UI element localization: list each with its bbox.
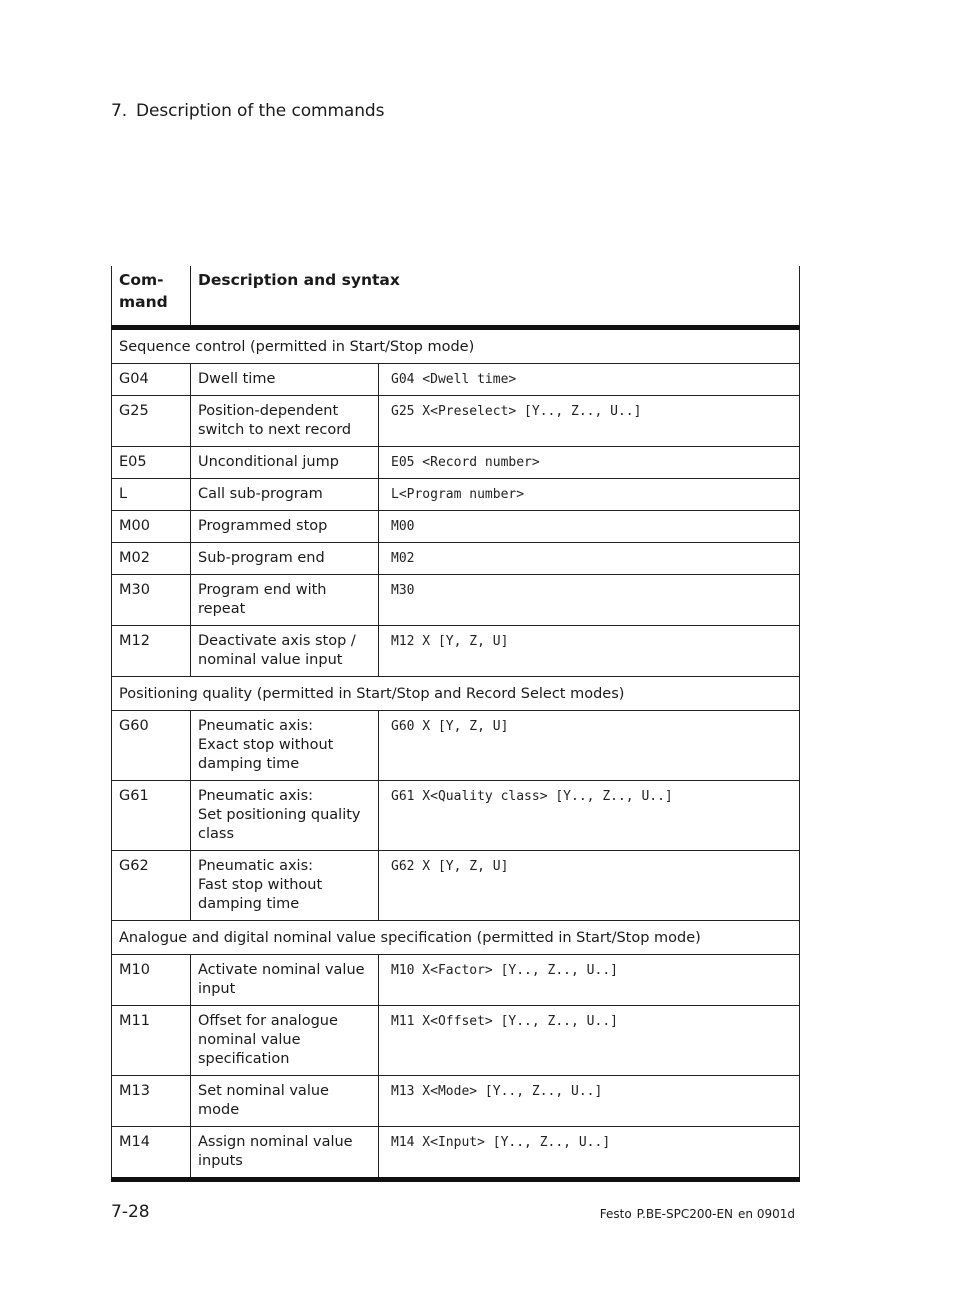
command-syntax: G60 X [Y, Z, U] [379, 711, 800, 781]
command-syntax: L<Program number> [379, 479, 800, 511]
chapter-heading [111, 101, 384, 121]
table-row [112, 396, 800, 447]
command-code: M30 [112, 575, 191, 626]
section-row [112, 328, 800, 364]
command-syntax: G04 <Dwell time> [379, 364, 800, 396]
command-code: G04 [112, 364, 191, 396]
command-syntax: M30 [379, 575, 800, 626]
section-row [112, 677, 800, 711]
footer-doc-id: P.BE-SPC200-EN [636, 1207, 734, 1221]
command-description: Offset for analogue nominal value specification [191, 1006, 379, 1076]
command-code: G60 [112, 711, 191, 781]
command-syntax: M13 X<Mode> [Y.., Z.., U..] [379, 1076, 800, 1127]
command-description: Pneumatic axis: Exact stop without damping time [191, 711, 379, 781]
command-description: Program end with repeat [191, 575, 379, 626]
command-code: M10 [112, 955, 191, 1006]
command-code: E05 [112, 447, 191, 479]
table-row [112, 1076, 800, 1127]
chapter-title: Description of the commands [136, 101, 385, 121]
command-description: Dwell time [191, 364, 379, 396]
command-description: Set nominal value mode [191, 1076, 379, 1127]
table-row [112, 364, 800, 396]
command-description: Unconditional jump [191, 447, 379, 479]
table-body [112, 328, 800, 1180]
command-code: G61 [112, 781, 191, 851]
command-syntax: M11 X<Offset> [Y.., Z.., U..] [379, 1006, 800, 1076]
command-syntax: M14 X<Input> [Y.., Z.., U..] [379, 1127, 800, 1180]
table-row [112, 575, 800, 626]
command-description: Pneumatic axis: Set positioning quality class [191, 781, 379, 851]
command-code: M14 [112, 1127, 191, 1180]
table-row [112, 626, 800, 677]
command-description: Position-dependent switch to next record [191, 396, 379, 447]
command-code: M12 [112, 626, 191, 677]
command-description: Assign nominal value inputs [191, 1127, 379, 1180]
table-row [112, 447, 800, 479]
command-code: G25 [112, 396, 191, 447]
table-row [112, 781, 800, 851]
command-syntax: M00 [379, 511, 800, 543]
command-syntax: M12 X [Y, Z, U] [379, 626, 800, 677]
table-row [112, 711, 800, 781]
command-code: G62 [112, 851, 191, 921]
command-syntax: M02 [379, 543, 800, 575]
command-code: M02 [112, 543, 191, 575]
command-syntax: G25 X<Preselect> [Y.., Z.., U..] [379, 396, 800, 447]
command-code: L [112, 479, 191, 511]
footer-version: en 0901d [738, 1207, 795, 1221]
table-row [112, 1006, 800, 1076]
table-header-row [112, 266, 800, 328]
header-command: Com- mand [112, 266, 191, 328]
command-description: Sub-program end [191, 543, 379, 575]
table-row [112, 1127, 800, 1180]
command-table [111, 266, 800, 1182]
table-row [112, 955, 800, 1006]
section-title: Positioning quality (permitted in Start/Stop and Record Select modes) [112, 677, 800, 711]
command-syntax: G62 X [Y, Z, U] [379, 851, 800, 921]
footer-doc-info [600, 1207, 795, 1221]
table-row [112, 851, 800, 921]
section-row [112, 921, 800, 955]
command-description: Programmed stop [191, 511, 379, 543]
section-title: Analogue and digital nominal value specification (permitted in Start/Stop mode) [112, 921, 800, 955]
command-code: M00 [112, 511, 191, 543]
page-number: 7-28 [111, 1202, 150, 1222]
header-description: Description and syntax [191, 266, 800, 328]
command-code: M11 [112, 1006, 191, 1076]
command-code: M13 [112, 1076, 191, 1127]
command-description: Call sub-program [191, 479, 379, 511]
command-syntax: E05 <Record number> [379, 447, 800, 479]
command-description: Activate nominal value input [191, 955, 379, 1006]
command-description: Pneumatic axis: Fast stop without damping time [191, 851, 379, 921]
chapter-number: 7. [111, 101, 128, 121]
command-description: Deactivate axis stop / nominal value input [191, 626, 379, 677]
table-row [112, 511, 800, 543]
table-row [112, 543, 800, 575]
table-row [112, 479, 800, 511]
command-syntax: M10 X<Factor> [Y.., Z.., U..] [379, 955, 800, 1006]
section-title: Sequence control (permitted in Start/Stop mode) [112, 328, 800, 364]
command-syntax: G61 X<Quality class> [Y.., Z.., U..] [379, 781, 800, 851]
footer-company: Festo [599, 1207, 632, 1221]
